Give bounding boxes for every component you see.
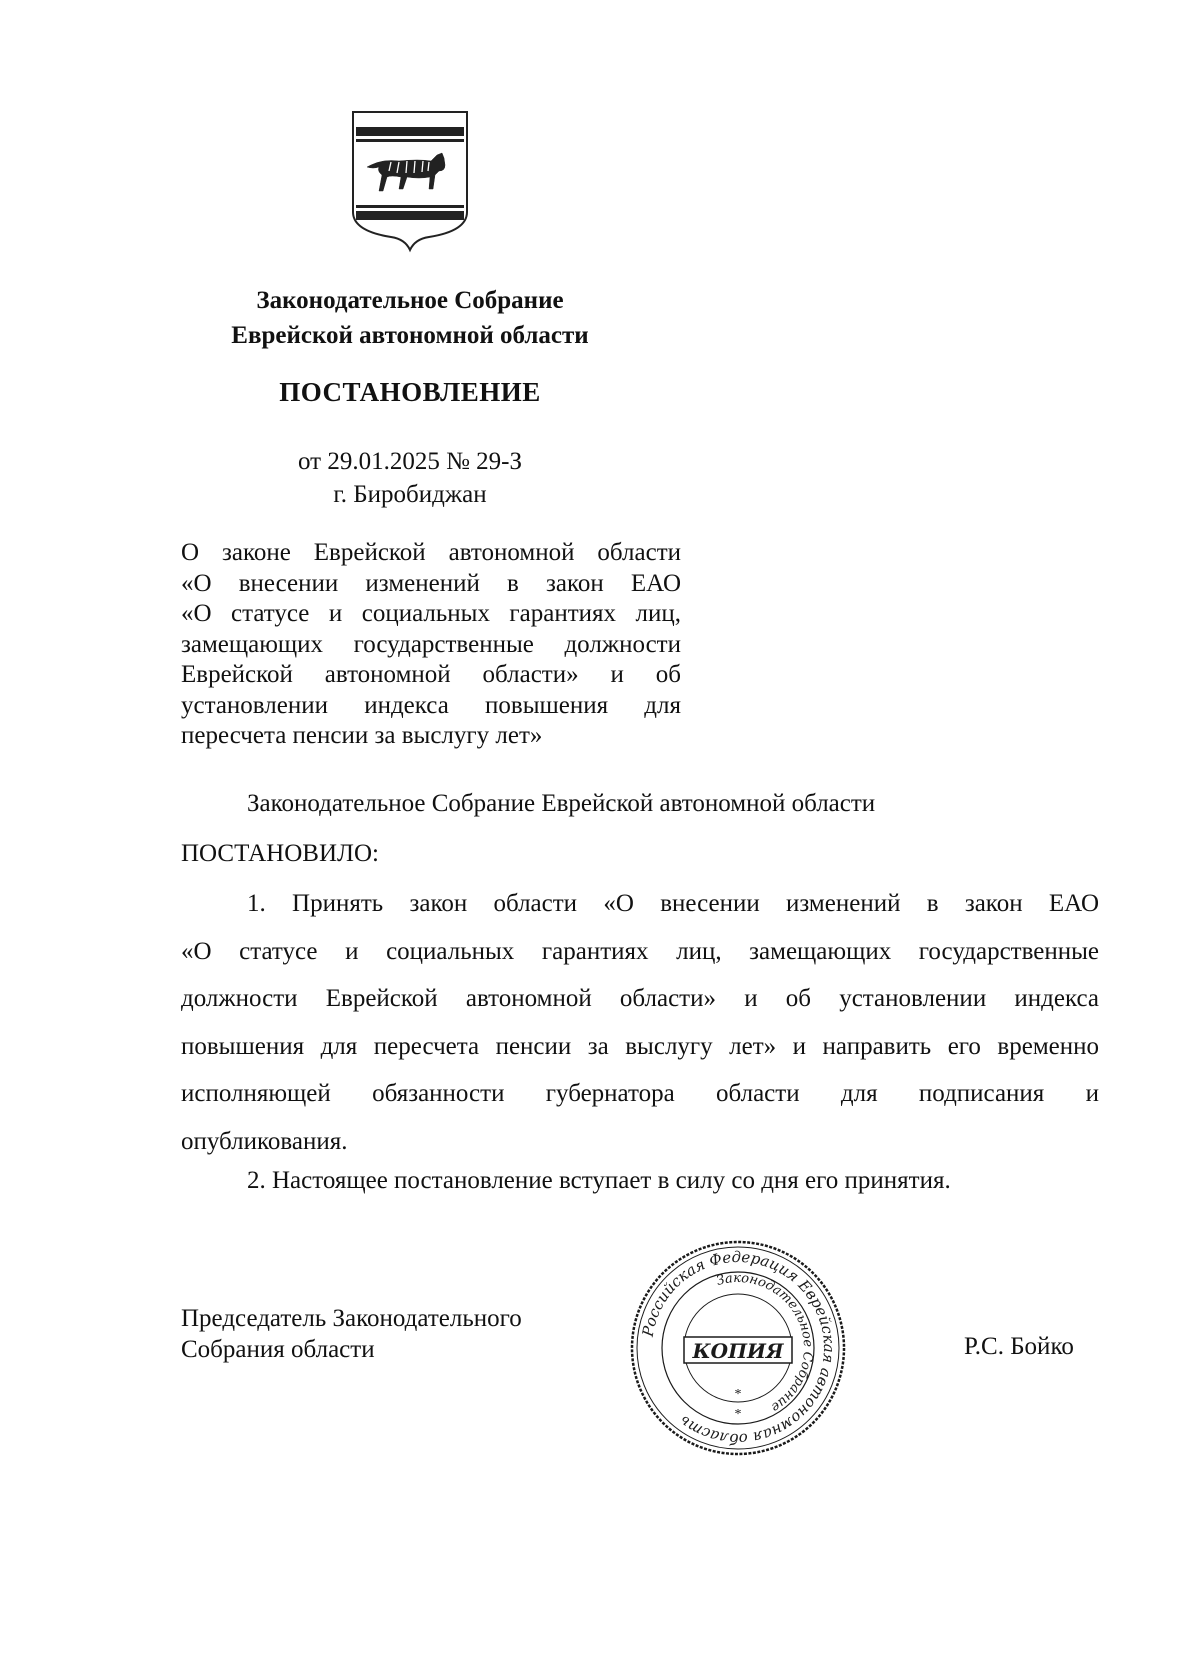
signatory-name: Р.С. Бойко xyxy=(964,1333,1074,1360)
stamp-outer-ring-text: Российская Федерация Еврейская автономная область xyxy=(638,1247,839,1449)
signatory-title-line-2: Собрания области xyxy=(181,1336,375,1363)
subject-line: установлении индекса повышения для xyxy=(181,691,681,719)
org-name xyxy=(210,283,610,353)
resolution-item-1 xyxy=(181,880,1099,1165)
date-number: от 29.01.2025 № 29-З xyxy=(297,448,523,475)
subject-block xyxy=(181,538,681,752)
item-line: исполняющей обязанности губернатора области для подписания и xyxy=(181,1080,1099,1107)
signatory-title-line-1: Председатель Законодательного xyxy=(181,1305,522,1332)
org-line-2: Еврейской автономной области xyxy=(231,322,589,349)
item-line: должности Еврейской автономной области» и об установлении индекса xyxy=(181,985,1099,1012)
subject-line: Еврейской автономной области» и об xyxy=(181,661,681,688)
org-line-1: Законодательное Собрание xyxy=(256,287,564,314)
preamble: Законодательное Собрание Еврейской автономной области xyxy=(247,790,876,817)
stamp-inner-ring-text: Законодательное Собрание xyxy=(714,1270,816,1415)
svg-text:*: * xyxy=(734,1387,742,1402)
subject-line: О законе Еврейской автономной области xyxy=(181,539,681,566)
doc-meta xyxy=(210,445,610,511)
item-line: 1. Принять закон области «О внесении изменений в закон ЕАО xyxy=(247,890,1099,917)
stamp-center-text: КОПИЯ xyxy=(692,1339,784,1363)
svg-text:*: * xyxy=(734,1407,742,1422)
item-line: «О статусе и социальных гарантиях лиц, замещающих государственные xyxy=(181,937,1099,965)
subject-line: «О статусе и социальных гарантиях лиц, xyxy=(181,600,681,627)
coat-of-arms-icon xyxy=(349,109,471,253)
subject-line: замещающих государственные должности xyxy=(181,630,681,658)
item-line: повышения для пересчета пенсии за выслугу лет» и направить его временно xyxy=(181,1032,1099,1060)
item-line: 2. Настоящее постановление вступает в силу со дня его принятия. xyxy=(247,1167,951,1194)
city: г. Биробиджан xyxy=(333,481,487,508)
subject-line: пересчета пенсии за выслугу лет» xyxy=(181,722,543,749)
resolved-heading: ПОСТАНОВИЛО: xyxy=(181,840,379,867)
item-line: опубликования. xyxy=(181,1127,348,1155)
signatory-title xyxy=(181,1303,522,1365)
resolution-item-2 xyxy=(247,1157,1165,1205)
subject-line: «О внесении изменений в закон ЕАО xyxy=(181,569,681,597)
official-stamp-icon xyxy=(626,1236,850,1460)
doc-type-title: ПОСТАНОВЛЕНИЕ xyxy=(279,377,541,407)
